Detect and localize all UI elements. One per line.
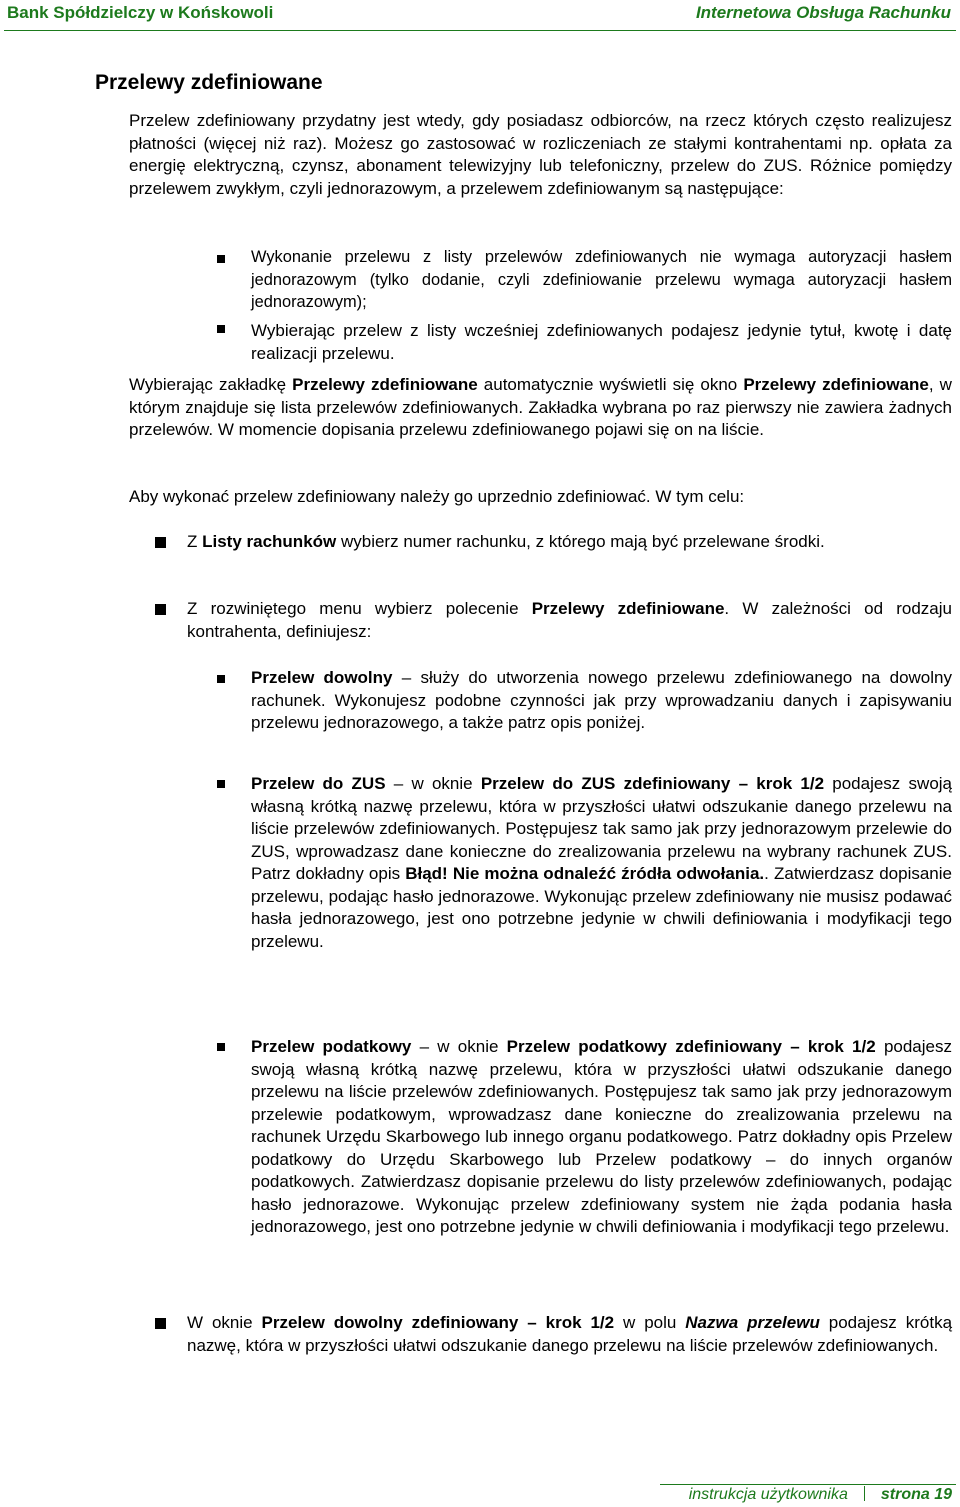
step-1-text-2: wybierz numer rachunku, z którego mają być przelewane środki. [336, 532, 825, 551]
step-2-bold-1: Przelewy zdefiniowane [531, 599, 725, 618]
type-zus-text-2: podajesz swoją własną krótką nazwę przelewu, która w przyszłości ułatwi odszukanie danego przelewu na liście przelewów zdefiniowanych. Postępujesz tak samo jak przy jednorazowym przelewie do ZUS, wprowadzasz dane konieczne do zrealizowania przelewu na wybrany rachunek ZUS. Patrz dokładny opis [251, 774, 953, 883]
step-bullet-2 [155, 604, 166, 615]
step-3-text-1: W oknie [187, 1313, 262, 1332]
footer [689, 1486, 952, 1504]
type-podatkowy-bold-1: Przelew podatkowy [251, 1037, 412, 1056]
type-podatkowy-text-1: – w oknie [411, 1037, 507, 1056]
step-bullet-3 [155, 1318, 166, 1329]
header-divider [4, 30, 956, 31]
type-zus-text-1: – w oknie [385, 774, 481, 793]
step-2-text-1: Z rozwiniętego menu wybierz polecenie [187, 599, 532, 618]
footer-separator [864, 1486, 865, 1501]
tab-para-bold-1: Przelewy zdefiniowane [292, 375, 478, 394]
step-2 [187, 598, 952, 643]
step-3-text-3: podajesz krótką nazwę, która w przyszłości ułatwi odszukanie danego przelewu na liście przelewów zdefiniowanych. [187, 1313, 953, 1355]
step-1-text-1: Z [187, 532, 203, 551]
step-3 [187, 1312, 952, 1357]
difference-item-2: Wybierając przelew z listy wcześniej zdefiniowanych podajesz jedynie tytuł, kwotę i datę realizacji przelewu. [251, 321, 952, 363]
type-zus-bold-1: Przelew do ZUS [251, 774, 386, 793]
step-3-bold-1: Przelew dowolny zdefiniowany – krok 1/2 [261, 1313, 615, 1332]
type-zus [251, 773, 952, 953]
type-zus-bold-2: Przelew do ZUS zdefiniowany – krok 1/2 [480, 774, 825, 793]
tab-para-text-3: , w którym znajduje się lista przelewów zdefiniowanych. Zakładka wybrana po raz pierwszy nie zawiera żadnych przelewów. W momencie dopisania przelewu zdefiniowanego pojawi się on na liście. [129, 375, 952, 439]
type-zus-text-3: . Zatwierdzasz dopisanie przelewu, podając hasło jednorazowe. Wykonując przelew zdefiniowany nie musisz podawać hasła jednorazowego, jest ono potrzebne jedynie w chwili definiowania i modyfikacji tego przelewu. [251, 864, 952, 951]
footer-label: instrukcja użytkownika [688, 1486, 848, 1503]
step-3-bold-italic-1: Nazwa przelewu [685, 1313, 820, 1332]
type-podatkowy-bold-2: Przelew podatkowy zdefiniowany – krok 1/2 [506, 1037, 876, 1056]
step-2-text-2: . W zależności od rodzaju kontrahenta, definiujesz: [187, 599, 952, 641]
type-bullet-zus [217, 780, 225, 788]
header-right-title: Internetowa Obsługa Rachunku [695, 3, 951, 22]
step-1 [187, 531, 952, 554]
tab-para-bold-2: Przelewy zdefiniowane [743, 375, 929, 394]
type-dowolny-text-1: – służy do utworzenia nowego przelewu zdefiniowanego na dowolny rachunek. Wykonujesz podobne czynności jak przy wprowadzaniu danych i zapisywaniu przelewu jednorazowego, a także patrz opis poniżej. [251, 668, 952, 732]
type-dowolny-bold-1: Przelew dowolny [251, 668, 393, 687]
difference-bullet-2 [217, 325, 225, 333]
type-dowolny [251, 667, 952, 735]
page-title: Przelewy zdefiniowane [95, 71, 323, 94]
type-zus-bold-3: Błąd! Nie można odnaleźć źródła odwołania. [405, 864, 765, 883]
type-podatkowy [251, 1036, 952, 1239]
type-bullet-podatkowy [217, 1043, 225, 1051]
howto-paragraph: Aby wykonać przelew zdefiniowany należy go uprzednio zdefiniować. W tym celu: [129, 487, 745, 506]
tab-para-text-1: Wybierając zakładkę [129, 375, 293, 394]
step-bullet-1 [155, 537, 166, 548]
footer-page-number: strona 19 [880, 1486, 952, 1503]
footer-divider [660, 1484, 956, 1485]
header-left-title: Bank Spółdzielczy w Końskowoli [7, 3, 274, 22]
difference-bullet-1 [217, 255, 225, 263]
step-3-text-2: w polu [614, 1313, 686, 1332]
step-1-bold-1: Listy rachunków [202, 532, 337, 551]
type-podatkowy-text-2: podajesz swoją własną krótką nazwę przelewu, która w przyszłości ułatwi odszukanie danego przelewu na liście przelewów zdefiniowanych. Postępujesz tak samo jak przy jednorazowym przelewie podatkowym, wprowadzasz dane konieczne do zrealizowania przelewu na rachunek Urzędu Skarbowego lub innego organu podatkowego. Patrz dokładny opis Przelew podatkowy do Urzędu Skarbowego lub Przelew podatkowy – do innych organów podatkowych. Zatwierdzasz dopisanie przelewu do listy przelewów zdefiniowanych, podając hasło jednorazowe. Wykonując przelew zdefiniowany system nie żąda podania hasła jednorazowego, jest ono potrzebne jedynie w chwili definiowania i modyfikacji tego przelewu. [251, 1037, 952, 1236]
intro-paragraph: Przelew zdefiniowany przydatny jest wtedy, gdy posiadasz odbiorców, na rzecz których często realizujesz płatności (więcej niż raz). Możesz go zastosować w rozliczeniach ze stałymi kontrahentami np. opłata za energię elektryczną, czynsz, abonament telewizyjny lub telefoniczny, przelew do ZUS. Różnice pomiędzy przelewem zwykłym, czyli jednorazowym, a przelewem zdefiniowanym są następujące: [129, 111, 952, 198]
tab-paragraph [129, 374, 952, 442]
difference-item-1: Wykonanie przelewu z listy przelewów zdefiniowanych nie wymaga autoryzacji hasłem jednorazowym (tylko dodanie, czyli zdefiniowanie przelewu wymaga autoryzacji hasłem jednorazowym); [251, 248, 952, 311]
tab-para-text-2: automatycznie wyświetli się okno [477, 375, 744, 394]
type-bullet-dowolny [217, 675, 225, 683]
